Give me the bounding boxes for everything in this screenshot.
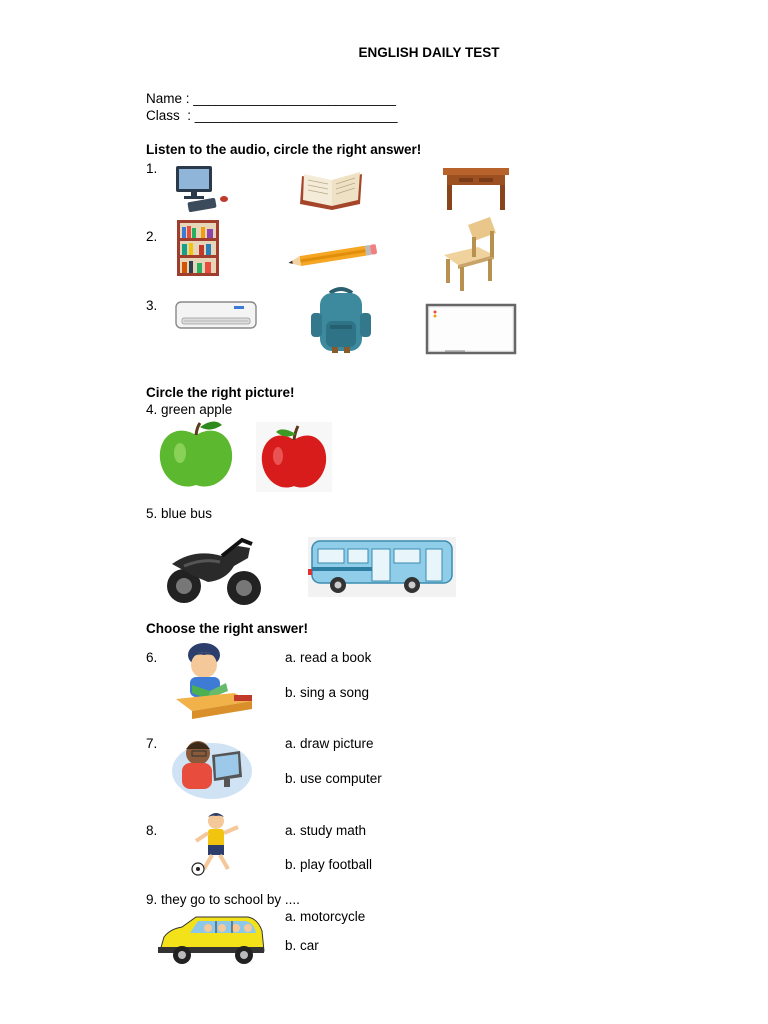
question-1-number: 1.	[146, 161, 158, 176]
green-apple-icon[interactable]	[156, 419, 236, 491]
book-icon[interactable]	[298, 168, 366, 210]
question-4-label: 4. green apple	[146, 402, 233, 417]
name-field[interactable]: Name : ___________________________	[146, 91, 396, 106]
q6-option-a[interactable]: a. read a book	[285, 650, 372, 665]
pencil-icon[interactable]	[286, 244, 378, 268]
red-apple-icon[interactable]	[256, 422, 332, 492]
boy-reading-icon[interactable]	[172, 641, 256, 725]
desk-icon[interactable]	[441, 166, 511, 212]
question-2-number: 2.	[146, 229, 158, 244]
q7-option-a[interactable]: a. draw picture	[285, 736, 374, 751]
car-icon[interactable]	[156, 913, 268, 967]
motorcycle-icon[interactable]	[164, 536, 266, 608]
section1-instruction: Listen to the audio, circle the right answer!	[146, 142, 422, 157]
chair-icon[interactable]	[434, 215, 500, 293]
question-7-number: 7.	[146, 736, 158, 751]
question-6-number: 6.	[146, 650, 158, 665]
class-field[interactable]: Class : ___________________________	[146, 108, 398, 123]
bookshelf-icon[interactable]	[177, 220, 219, 276]
section2-instruction: Circle the right picture!	[146, 385, 295, 400]
q8-option-a[interactable]: a. study math	[285, 823, 367, 838]
boy-computer-icon[interactable]	[168, 727, 254, 801]
question-5-label: 5. blue bus	[146, 506, 213, 521]
section3-instruction: Choose the right answer!	[146, 621, 309, 636]
q8-option-b[interactable]: b. play football	[285, 857, 373, 872]
question-3-number: 3.	[146, 298, 158, 313]
computer-icon[interactable]	[172, 164, 232, 214]
q6-option-b[interactable]: b. sing a song	[285, 685, 370, 700]
q9-option-b[interactable]: b. car	[285, 938, 319, 953]
bus-icon[interactable]	[308, 537, 456, 597]
page-title: ENGLISH DAILY TEST	[358, 45, 500, 60]
backpack-icon[interactable]	[308, 285, 374, 355]
air-conditioner-icon[interactable]	[174, 300, 258, 332]
q9-option-a[interactable]: a. motorcycle	[285, 909, 366, 924]
whiteboard-icon[interactable]	[425, 303, 517, 357]
question-8-number: 8.	[146, 823, 158, 838]
boy-football-icon[interactable]	[184, 811, 246, 877]
question-9-label: 9. they go to school by ....	[146, 892, 300, 907]
q7-option-b[interactable]: b. use computer	[285, 771, 382, 786]
